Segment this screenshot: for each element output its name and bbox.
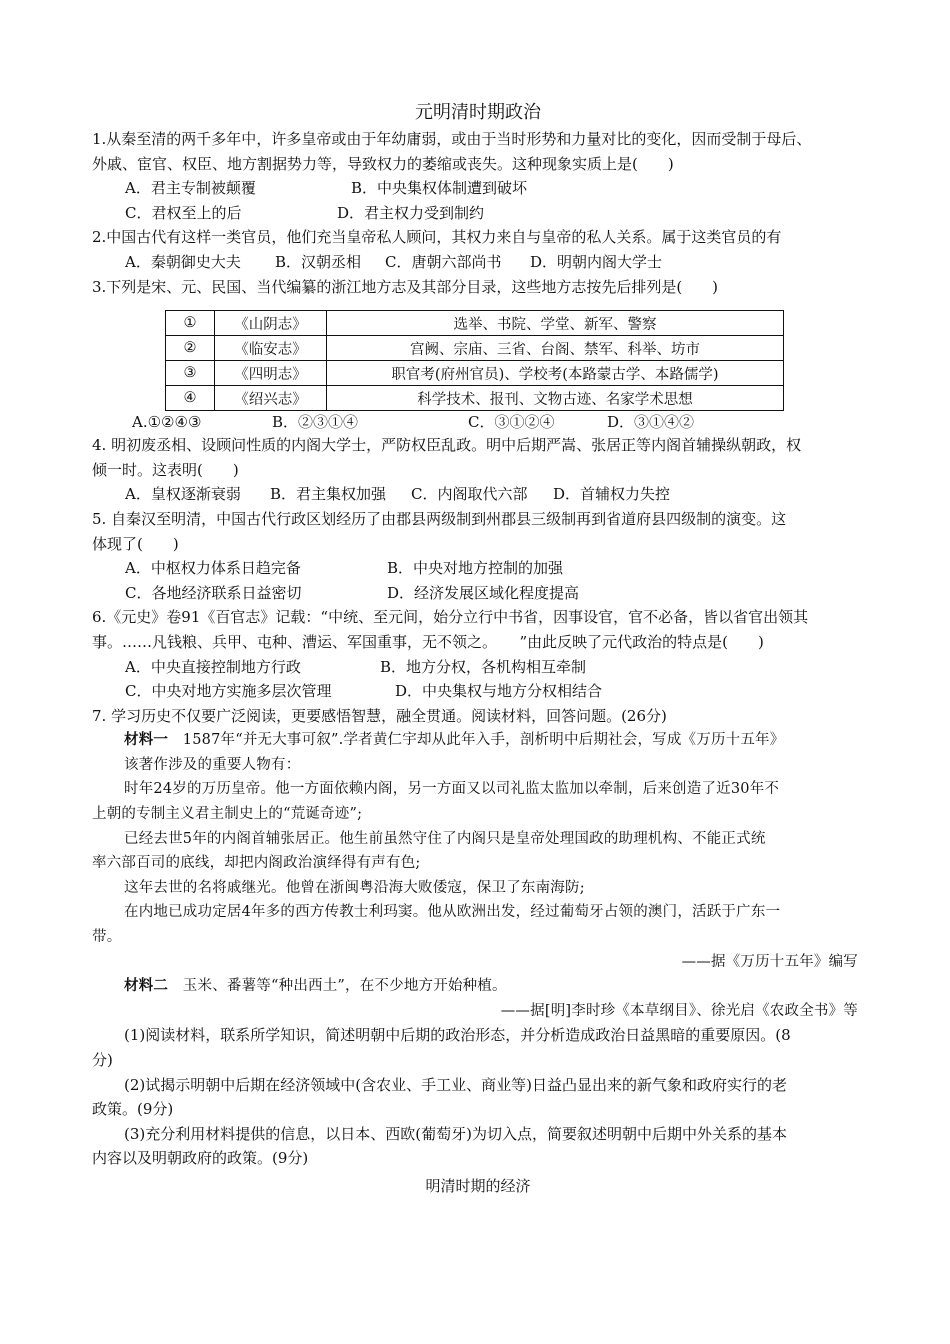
material-1-label: 材料一 (124, 731, 169, 749)
question-3-options (92, 411, 864, 433)
question-4-stem-line-2: 倾一时。这表明( ) (92, 460, 239, 479)
contents: 宫阙、宗庙、三省、台阁、禁军、科举、坊市 (327, 336, 784, 361)
question-6-options-row-2 (92, 679, 864, 704)
question-6-stem-line-1: 6.《元史》卷91《百官志》记载：“中统、至元间，始分立行中书省，因事设官，官不必备，皆以省官出领其 (92, 608, 809, 627)
option-d[interactable]: D．君主权力受到制约 (337, 203, 485, 222)
option-d[interactable]: D．中央集权与地方分权相结合 (395, 682, 603, 701)
question-3-stem: 3.下列是宋、元、民国、当代编纂的浙江地方志及其部分目录，这些地方志按先后排列是( ) (92, 277, 719, 296)
option-a[interactable]: A．中央直接控制地方行政 (125, 657, 301, 676)
contents: 科学技术、报刊、文物古迹、名家学术思想 (327, 386, 784, 411)
sub-question-2-line-2: 政策。(9分) (92, 1100, 174, 1119)
contents: 选举、书院、学堂、新军、警察 (327, 311, 784, 336)
question-5 (92, 507, 864, 605)
option-a[interactable]: A．秦朝御史大夫 (125, 252, 241, 271)
row-number: ① (166, 311, 215, 336)
table-row (166, 361, 784, 386)
sub-question-3-line-1: (3)充分利用材料提供的信息，以日本、西欧(葡萄牙)为切入点，简要叙述明朝中后期中外关系的基本 (124, 1124, 787, 1143)
option-b[interactable]: B．汉朝丞相 (275, 252, 362, 271)
sub-question-1-line-2: 分) (92, 1051, 113, 1069)
material-1-line-4: 上朝的专制主义君主制史上的“荒诞奇迹”; (92, 806, 363, 823)
table-row (166, 311, 784, 336)
option-d[interactable]: D．③①④② (607, 413, 695, 432)
option-c[interactable]: C．唐朝六部尚书 (385, 252, 502, 271)
gazetteer-table (165, 310, 784, 411)
question-1 (92, 127, 864, 225)
row-number: ② (166, 336, 215, 361)
question-4-options (92, 482, 864, 507)
option-d[interactable]: D．明朝内阁大学士 (530, 252, 663, 271)
row-number: ③ (166, 361, 215, 386)
material-1-line-6: 率六部百司的底线，却把内阁政治演绎得有声有色; (92, 855, 421, 872)
material-2-label: 材料二 (124, 977, 169, 995)
question-3 (92, 275, 864, 434)
book-title: 《山阴志》 (215, 311, 327, 336)
question-5-options-row-2 (92, 581, 864, 606)
option-c[interactable]: C．各地经济联系日益密切 (125, 583, 302, 602)
question-4 (92, 433, 864, 507)
option-b[interactable]: B．②③①④ (272, 413, 359, 432)
question-4-stem-line-1: 4. 明初废丞相、设顾问性质的内阁大学士，严防权臣乱政。明中后期严嵩、张居正等内阁首辅操纵朝政，权 (92, 436, 802, 455)
material-1-line-9: 带。 (92, 929, 122, 946)
option-a[interactable]: A．皇权逐渐衰弱 (125, 485, 241, 504)
question-2 (92, 225, 864, 274)
contents: 职官考(府州官员)、学校考(本路蒙古学、本路儒学) (327, 361, 784, 386)
question-6-stem-line-2: 事。……凡钱粮、兵甲、屯种、漕运、军国重事，无不领之。 ”由此反映了元代政治的特点是( ) (92, 632, 764, 651)
page-title: 元明清时期政治 (415, 102, 541, 123)
question-1-options-row-2 (92, 201, 864, 226)
option-b[interactable]: B．中央集权体制遭到破坏 (351, 179, 528, 198)
question-1-stem-line-1: 1.从秦至清的两千多年中，许多皇帝或由于年幼庸弱，或由于当时形势和力量对比的变化，因而受制于母后、 (92, 130, 812, 148)
material-1-line-3: 时年24岁的万历皇帝。他一方面依赖内阁，另一方面又以司礼监太监加以牵制，后来创造了近30年不 (124, 781, 780, 798)
option-c[interactable]: C．③①②④ (468, 413, 555, 432)
option-b[interactable]: B．君主集权加强 (270, 485, 387, 504)
document-page (92, 98, 864, 1199)
question-1-stem-line-2: 外戚、宦官、权臣、地方割据势力等，导致权力的萎缩或丧失。这种现象实质上是( ) (92, 154, 674, 173)
option-b[interactable]: B．中央对地方控制的加强 (387, 559, 564, 578)
option-c[interactable]: C．君权至上的后 (125, 203, 242, 222)
material-2-source: ——据[明]李时珍《本草纲目》、徐光启《农政全书》等 (500, 1002, 858, 1019)
option-a[interactable]: A．中枢权力体系日趋完备 (125, 559, 301, 578)
sub-question-2-line-1: (2)试揭示明朝中后期在经济领域中(含农业、手工业、商业等)日益凸显出来的新气象和政府实行的老 (124, 1075, 787, 1094)
book-title: 《绍兴志》 (215, 386, 327, 411)
material-1-line-5: 已经去世5年的内阁首辅张居正。他生前虽然守住了内阁只是皇帝处理国政的助理机构、不能正式统 (124, 830, 766, 847)
option-c[interactable]: C．中央对地方实施多层次管理 (125, 682, 332, 701)
option-b[interactable]: B．地方分权，各机构相互牵制 (380, 657, 587, 676)
material-1-line-8: 在内地已成功定居4年多的西方传教士利玛窦。他从欧洲出发，经过葡萄牙占领的澳门，活跃于广东一 (124, 904, 781, 921)
material-1-intro: 1587年“并无大事可叙”.学者黄仁宇却从此年入手，剖析明中后期社会，写成《万历十五年》 (168, 732, 785, 749)
option-d[interactable]: D．经济发展区域化程度提高 (387, 583, 580, 602)
option-d[interactable]: D．首辅权力失控 (553, 485, 671, 504)
table-row (166, 336, 784, 361)
material-2-text: 玉米、番薯等“种出西土”，在不少地方开始种植。 (168, 978, 507, 995)
material-1-line-2: 该著作涉及的重要人物有： (124, 756, 301, 773)
question-2-options (92, 250, 864, 275)
question-7-stem: 7. 学习历史不仅要广泛阅读，更要感悟智慧，融全贯通。阅读材料，回答问题。(26分) (92, 706, 667, 725)
option-c[interactable]: C．内阁取代六部 (411, 485, 528, 504)
row-number: ④ (166, 386, 215, 411)
material-1-line-7: 这年去世的名将戚继光。他曾在浙闽粤沿海大败倭寇，保卫了东南海防; (124, 879, 585, 896)
question-1-options-row-1 (92, 176, 864, 201)
book-title: 《临安志》 (215, 336, 327, 361)
material-1-line-1 (92, 728, 864, 753)
question-2-stem: 2.中国古代有这样一类官员，他们充当皇帝私人顾问，其权力来自与皇帝的私人关系。属于这类官员的有 (92, 228, 782, 247)
next-section-title: 明清时期的经济 (425, 1176, 531, 1195)
question-5-stem-line-1: 5. 自秦汉至明清，中国古代行政区划经历了由郡县两级制到州郡县三级制再到省道府县四级制的演变。这 (92, 509, 787, 528)
material-2 (92, 974, 864, 999)
sub-question-1-line-1: (1)阅读材料，联系所学知识，简述明朝中后期的政治形态，并分析造成政治日益黑暗的重要原因。(8 (124, 1026, 791, 1045)
option-a[interactable]: A．君主专制被颠覆 (125, 179, 256, 198)
question-7 (92, 704, 864, 1171)
question-5-options-row-1 (92, 556, 864, 581)
question-6-options-row-1 (92, 655, 864, 680)
book-title: 《四明志》 (215, 361, 327, 386)
table-row (166, 386, 784, 411)
option-a[interactable]: A.①②④③ (132, 413, 202, 432)
material-1-source: ——据《万历十五年》编写 (681, 953, 858, 970)
question-5-stem-line-2: 体现了( ) (92, 534, 179, 553)
sub-question-3-line-2: 内容以及明朝政府的政策。(9分) (92, 1149, 309, 1168)
question-6 (92, 605, 864, 703)
